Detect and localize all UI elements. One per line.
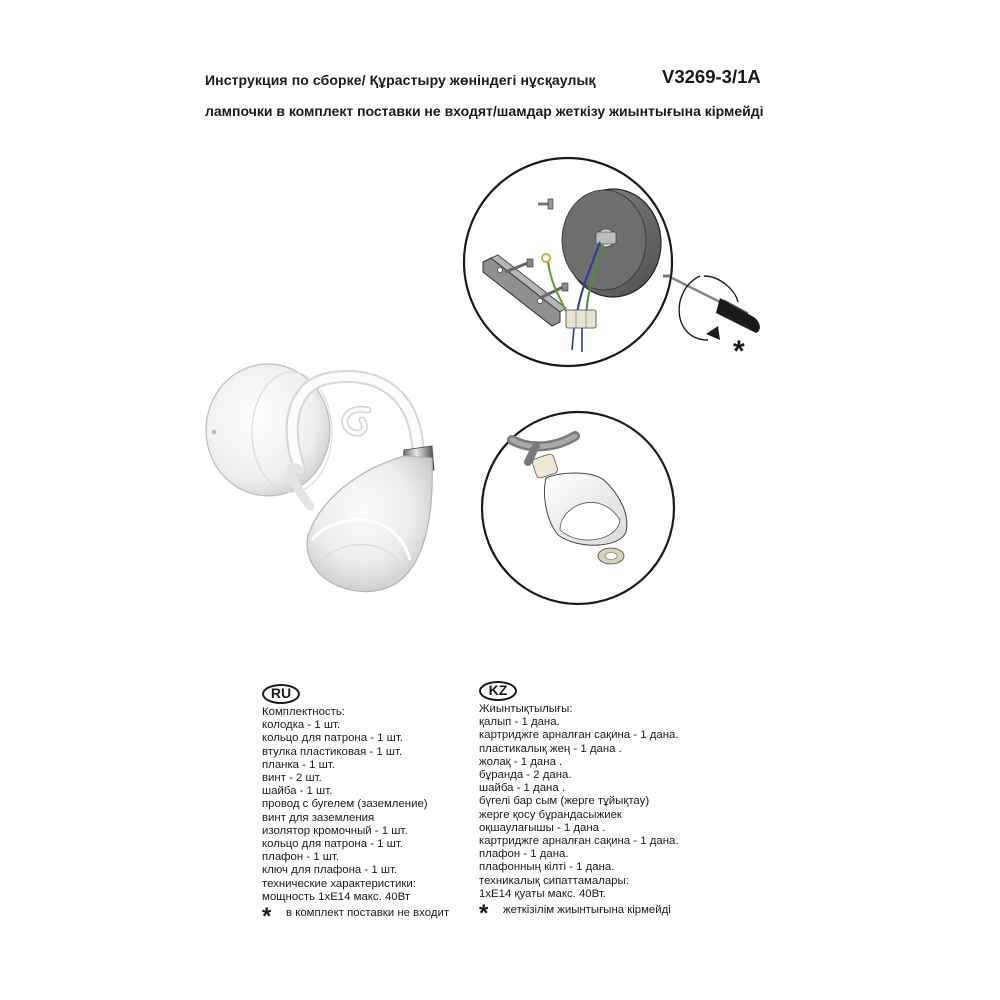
ru-item: технические характеристики: <box>262 877 416 890</box>
kz-heading: Жиынтықтылығы: <box>479 703 573 715</box>
not-included-symbol: * <box>733 335 745 368</box>
kz-item: пластикалық жең - 1 дана . <box>479 742 622 755</box>
ru-item: кольцо для патрона - 1 шт. <box>262 732 403 745</box>
document-title: Инструкция по сборке/ Құрастыру жөніндегі нұсқаулық <box>205 72 596 88</box>
model-number: V3269-3/1A <box>662 66 761 87</box>
screwdriver <box>672 278 760 333</box>
ru-item: мощность 1хЕ14 макс. 40Вт <box>262 890 411 903</box>
document-subtitle: лампочки в комплект поставки не входят/шамдар жеткізу жиынтығына кірмейді <box>205 103 764 119</box>
ru-item: провод с бугелем (заземление) <box>262 798 428 811</box>
kz-item: 1хЕ14 қуаты макс. 40Вт. <box>479 887 606 900</box>
glass-shade <box>307 456 432 592</box>
ru-item: втулка пластиковая - 1 шт. <box>262 745 403 758</box>
ru-item: ключ для плафона - 1 шт. <box>262 864 398 877</box>
asterisk-symbol: * <box>262 903 272 931</box>
ru-heading: Комплектность: <box>262 706 345 718</box>
kz-item: шайба - 1 дана . <box>479 782 565 795</box>
ru-item: плафон - 1 шт. <box>262 851 340 864</box>
step2-shade-diagram <box>482 412 674 604</box>
kz-item: техникалық сипаттамалары: <box>479 874 629 887</box>
ru-item: винт для заземления <box>262 811 375 824</box>
ru-item: кольцо для патрона - 1 шт. <box>262 838 403 851</box>
kz-item: жолақ - 1 дана . <box>479 755 563 768</box>
ru-note-text: в комплект поставки не входит <box>286 907 450 920</box>
ru-contents-list <box>262 706 450 931</box>
kz-item: картриджге арналған сақина - 1 дана. <box>479 835 679 848</box>
kz-item: картриджге арналған сақина - 1 дана. <box>479 729 679 742</box>
kz-language-badge: KZ <box>479 681 517 701</box>
ru-item: изолятор кромочный - 1 шт. <box>262 824 408 837</box>
wall-lamp <box>206 364 434 592</box>
ru-item: планка - 1 шт. <box>262 758 335 771</box>
kz-note-text: жеткізілім жиынтығына кірмейді <box>503 904 671 917</box>
kz-contents-list <box>479 703 679 928</box>
step1-mounting-diagram <box>464 158 760 368</box>
kz-item: бүгелі бар сым (жерге тұйықтау) <box>479 795 650 808</box>
kz-item: қалып - 1 дана. <box>479 716 560 729</box>
kz-item: плафон - 1 дана. <box>479 848 569 861</box>
ru-language-badge: RU <box>262 684 300 704</box>
kz-item: жерге қосу бұрандасыжиек <box>479 808 622 821</box>
ru-item: винт - 2 шт. <box>262 772 322 785</box>
kz-item: бұранда - 2 дана. <box>479 769 572 782</box>
ru-item: шайба - 1 шт. <box>262 785 333 798</box>
kz-item: плафонның кілті - 1 дана. <box>479 861 615 874</box>
asterisk-symbol: * <box>479 900 489 928</box>
kz-note <box>479 900 679 928</box>
ru-item: колодка - 1 шт. <box>262 719 341 732</box>
kz-item: оқшаулағышы - 1 дана . <box>479 821 606 834</box>
ru-note <box>262 903 450 931</box>
